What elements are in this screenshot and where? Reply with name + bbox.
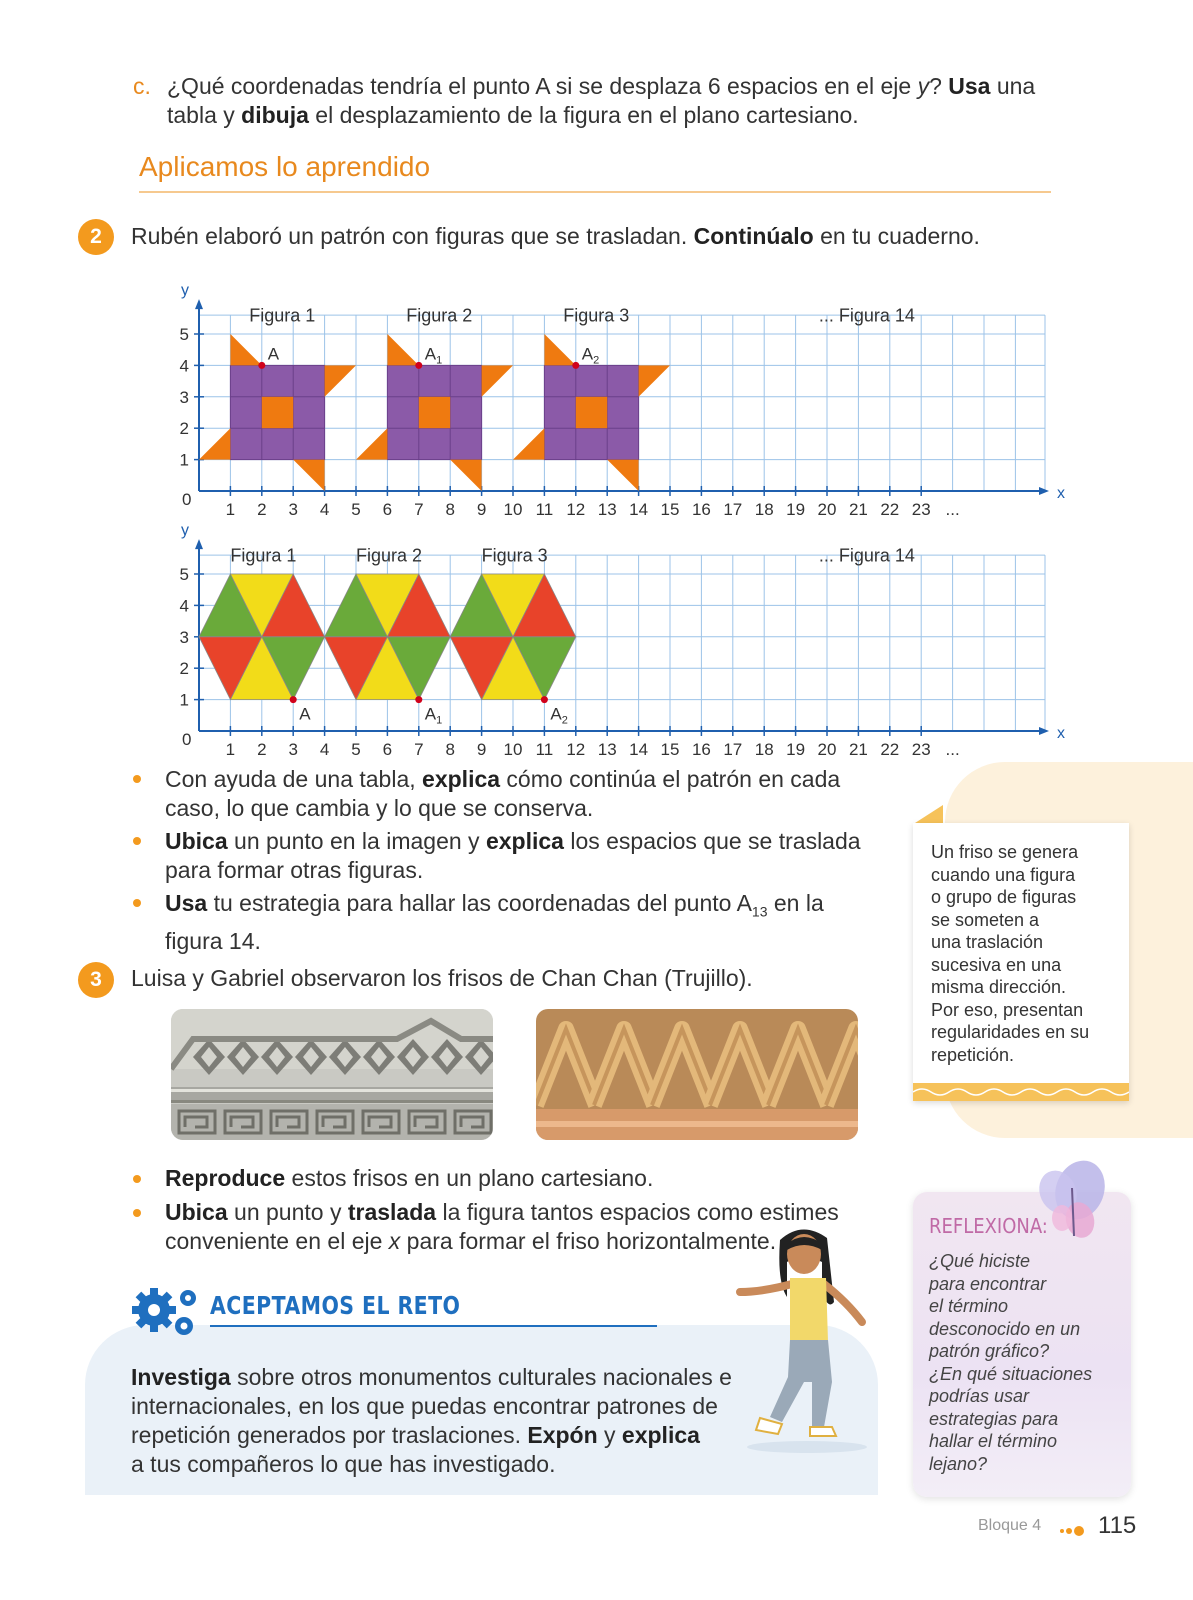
bullet-q2-1: Con ayuda de una tabla, explica cómo continúa el patrón en cada caso, lo que cambia y lo que se conserva. [165,766,841,821]
x-tick-label: 23 [911,500,931,519]
y-axis-label: y [181,522,189,540]
x-axis-label: x [1057,725,1065,742]
x-tick-label: 18 [754,500,774,519]
bullet-dot [133,837,141,845]
frieze-image-clay [536,1009,858,1140]
x-tick-label: 15 [660,740,680,759]
bullet-dot [133,1175,141,1183]
point-label: $A_1$ [424,344,443,367]
x-tick-label: 14 [629,500,649,519]
section-divider [139,191,1051,193]
orange-triangle [513,428,544,459]
x-tick-label: 16 [691,740,711,759]
point-marker [258,362,265,369]
figure-hexagon [450,574,576,700]
x-tick-label: 3 [288,740,298,759]
footer-dots [1060,1522,1084,1540]
center-square [262,397,293,428]
figure-label: Figura 3 [481,545,548,566]
x-axis-label: x [1057,485,1065,502]
orange-triangle [450,460,481,491]
frieze-image-gray [171,1009,493,1140]
bullet-q2-3: Usa tu estrategia para hallar las coordenadas del punto $A_{13}$ en la figura 14. [165,890,824,954]
x-tick-label: 13 [597,500,617,519]
y-tick-label: 5 [179,565,189,584]
gears-icon [130,1282,205,1344]
x-tick-label: 8 [445,740,455,759]
x-tick-label: 23 [911,740,931,759]
x-tick-label: 17 [723,740,743,759]
orange-triangle [482,365,513,396]
orange-triangle [544,334,575,365]
x-tick-label: 6 [382,500,393,519]
x-tick-label: 20 [817,500,837,519]
footer-block: Bloque 4 [978,1517,1042,1534]
x-tick-label: 5 [351,740,361,759]
x-tick-label: ... [945,740,960,759]
side-note-tab [915,805,943,823]
x-tick-label: 3 [288,500,298,519]
girl-illustration [732,1222,882,1454]
reto-title: ACEPTAMOS EL RETO [210,1291,461,1320]
section-title: Aplicamos lo aprendido [139,151,431,182]
figure-label: ... Figura 14 [818,305,915,326]
center-square [576,397,607,428]
point-label: A [299,704,311,724]
point-marker [415,362,422,369]
orange-triangle [356,428,387,459]
gear-tooth [132,1306,140,1314]
point-label: A [267,344,280,364]
x-tick-label: 10 [503,740,523,759]
y-tick-label: 3 [179,627,189,647]
y-tick-label: 1 [179,690,189,710]
x-tick-label: 11 [535,740,554,759]
pattern-chart-2 [160,520,1080,760]
question-number-badge: 3 [78,962,114,998]
x-tick-label: 1 [225,500,236,519]
point-marker [415,696,422,703]
x-tick-label: 17 [723,500,743,519]
x-tick-label: 14 [629,740,649,759]
question-c-line2: tabla y dibuja el desplazamiento de la figura en el plano cartesiano. [167,102,859,128]
question-3-text: Luisa y Gabriel observaron los frisos de Chan Chan (Trujillo). [131,965,753,991]
question-number-badge: 2 [78,219,114,255]
x-tick-label: 9 [476,740,487,759]
x-tick-label: 18 [754,740,774,759]
bullet-dot [133,775,141,783]
side-note-card: Un friso se genera cuando una figura o grupo de figuras se someten a una traslación sucesiva en una misma dirección. Por eso, presentan regularidades en su repetición. [913,823,1129,1101]
x-tick-label: 5 [351,500,361,519]
origin-label: 0 [182,730,192,749]
orange-triangle [293,460,324,491]
x-tick-label: 9 [476,500,487,519]
bullet-q3-1: Reproduce estos frisos en un plano cartesiano. [165,1165,654,1191]
point-label: $A_2$ [581,344,600,367]
x-axis-arrow [1039,727,1049,735]
figure-label: ... Figura 14 [818,545,915,566]
point-marker [541,696,548,703]
figure-label: Figura 3 [563,305,630,326]
bullet-dot [133,899,141,907]
figure-label: Figura 2 [356,545,423,566]
x-tick-label: 7 [414,500,424,519]
grid [199,555,1045,731]
bullet-dot [133,1209,141,1217]
figure-label: Figura 1 [249,305,316,326]
x-tick-label: 12 [566,500,586,519]
y-tick-label: 4 [179,356,189,376]
x-tick-label: 11 [535,500,554,519]
x-tick-label: 2 [257,500,267,519]
gear-tooth [150,1288,158,1296]
x-tick-label: 2 [257,740,267,759]
x-tick-label: 15 [660,500,680,519]
x-tick-label: 21 [848,500,868,519]
reto-title-line [210,1325,657,1327]
orange-triangle [607,460,638,491]
y-axis-label: y [181,282,189,300]
y-axis-arrow [195,299,203,309]
y-tick-label: 2 [179,419,189,439]
reflexiona-title: REFLEXIONA: [929,1214,1048,1238]
x-tick-label: 21 [848,740,868,759]
x-tick-label: 4 [319,500,330,519]
x-tick-label: 7 [414,740,424,759]
x-tick-label: 1 [225,740,236,759]
bullet-q3-2: Ubica un punto y traslada la figura tantos espacios como estimes conveniente en el eje x para formar el friso horizontalmente. [165,1199,839,1254]
origin-label: 0 [182,490,192,509]
wavy-border [913,1083,1129,1101]
question-c-line1: ¿Qué coordenadas tendría el punto A si se desplaza 6 espacios en el eje y? Usa una [167,73,1036,99]
point-marker [572,362,579,369]
x-tick-label: 16 [691,500,711,519]
figure-hexagon [325,574,451,700]
gear-tooth [168,1306,176,1314]
x-tick-label: 19 [786,500,806,519]
x-tick-label: 6 [382,740,393,759]
x-tick-label: 4 [319,740,330,759]
x-tick-label: 20 [817,740,837,759]
reflexiona-card: REFLEXIONA: ¿Qué hiciste para encontrar el término desconocido en un patrón gráfico? ¿En qué situaciones podrías usar estrategias para hallar el término lejano? [913,1192,1131,1497]
y-tick-label: 5 [179,325,189,344]
figure-hexagon [199,574,325,700]
orange-triangle [325,365,356,396]
x-tick-label: 12 [566,740,586,759]
orange-triangle [199,428,230,459]
point-label: $A_1$ [424,704,443,727]
pattern-chart-1 [160,280,1080,520]
x-tick-label: 8 [445,500,455,519]
bullet-q2-2: Ubica un punto en la imagen y explica los espacios que se traslada para formar otras figuras. [165,828,861,883]
orange-triangle [639,365,670,396]
orange-triangle [230,334,261,365]
x-axis-arrow [1039,487,1049,495]
y-axis-arrow [195,539,203,549]
y-tick-label: 4 [179,596,189,616]
x-tick-label: 13 [597,740,617,759]
question-letter: c. [133,73,151,99]
figure-label: Figura 1 [230,545,297,566]
x-tick-label: 22 [880,740,900,759]
y-tick-label: 1 [179,450,189,470]
x-tick-label: 19 [786,740,806,759]
point-label: $A_2$ [550,704,568,727]
center-square [419,397,450,428]
page-number: 115 [1098,1512,1137,1539]
question-2-text: Rubén elaboró un patrón con figuras que se trasladan. Continúalo en tu cuaderno. [131,223,980,249]
gear-tooth [150,1324,158,1332]
reto-text: Investiga sobre otros monumentos culturales nacionales e internacionales, en los que puedas encontrar patrones de repetición generados por traslaciones. Expón y explica a tus compañeros lo que has investigado. [131,1364,732,1477]
y-tick-label: 3 [179,387,189,407]
figure-label: Figura 2 [406,305,473,326]
x-tick-label: 10 [503,500,523,519]
point-marker [290,696,297,703]
orange-triangle [387,334,418,365]
y-tick-label: 2 [179,659,189,679]
x-tick-label: ... [945,500,960,519]
butterfly-icon [1028,1158,1108,1244]
x-tick-label: 22 [880,500,900,519]
